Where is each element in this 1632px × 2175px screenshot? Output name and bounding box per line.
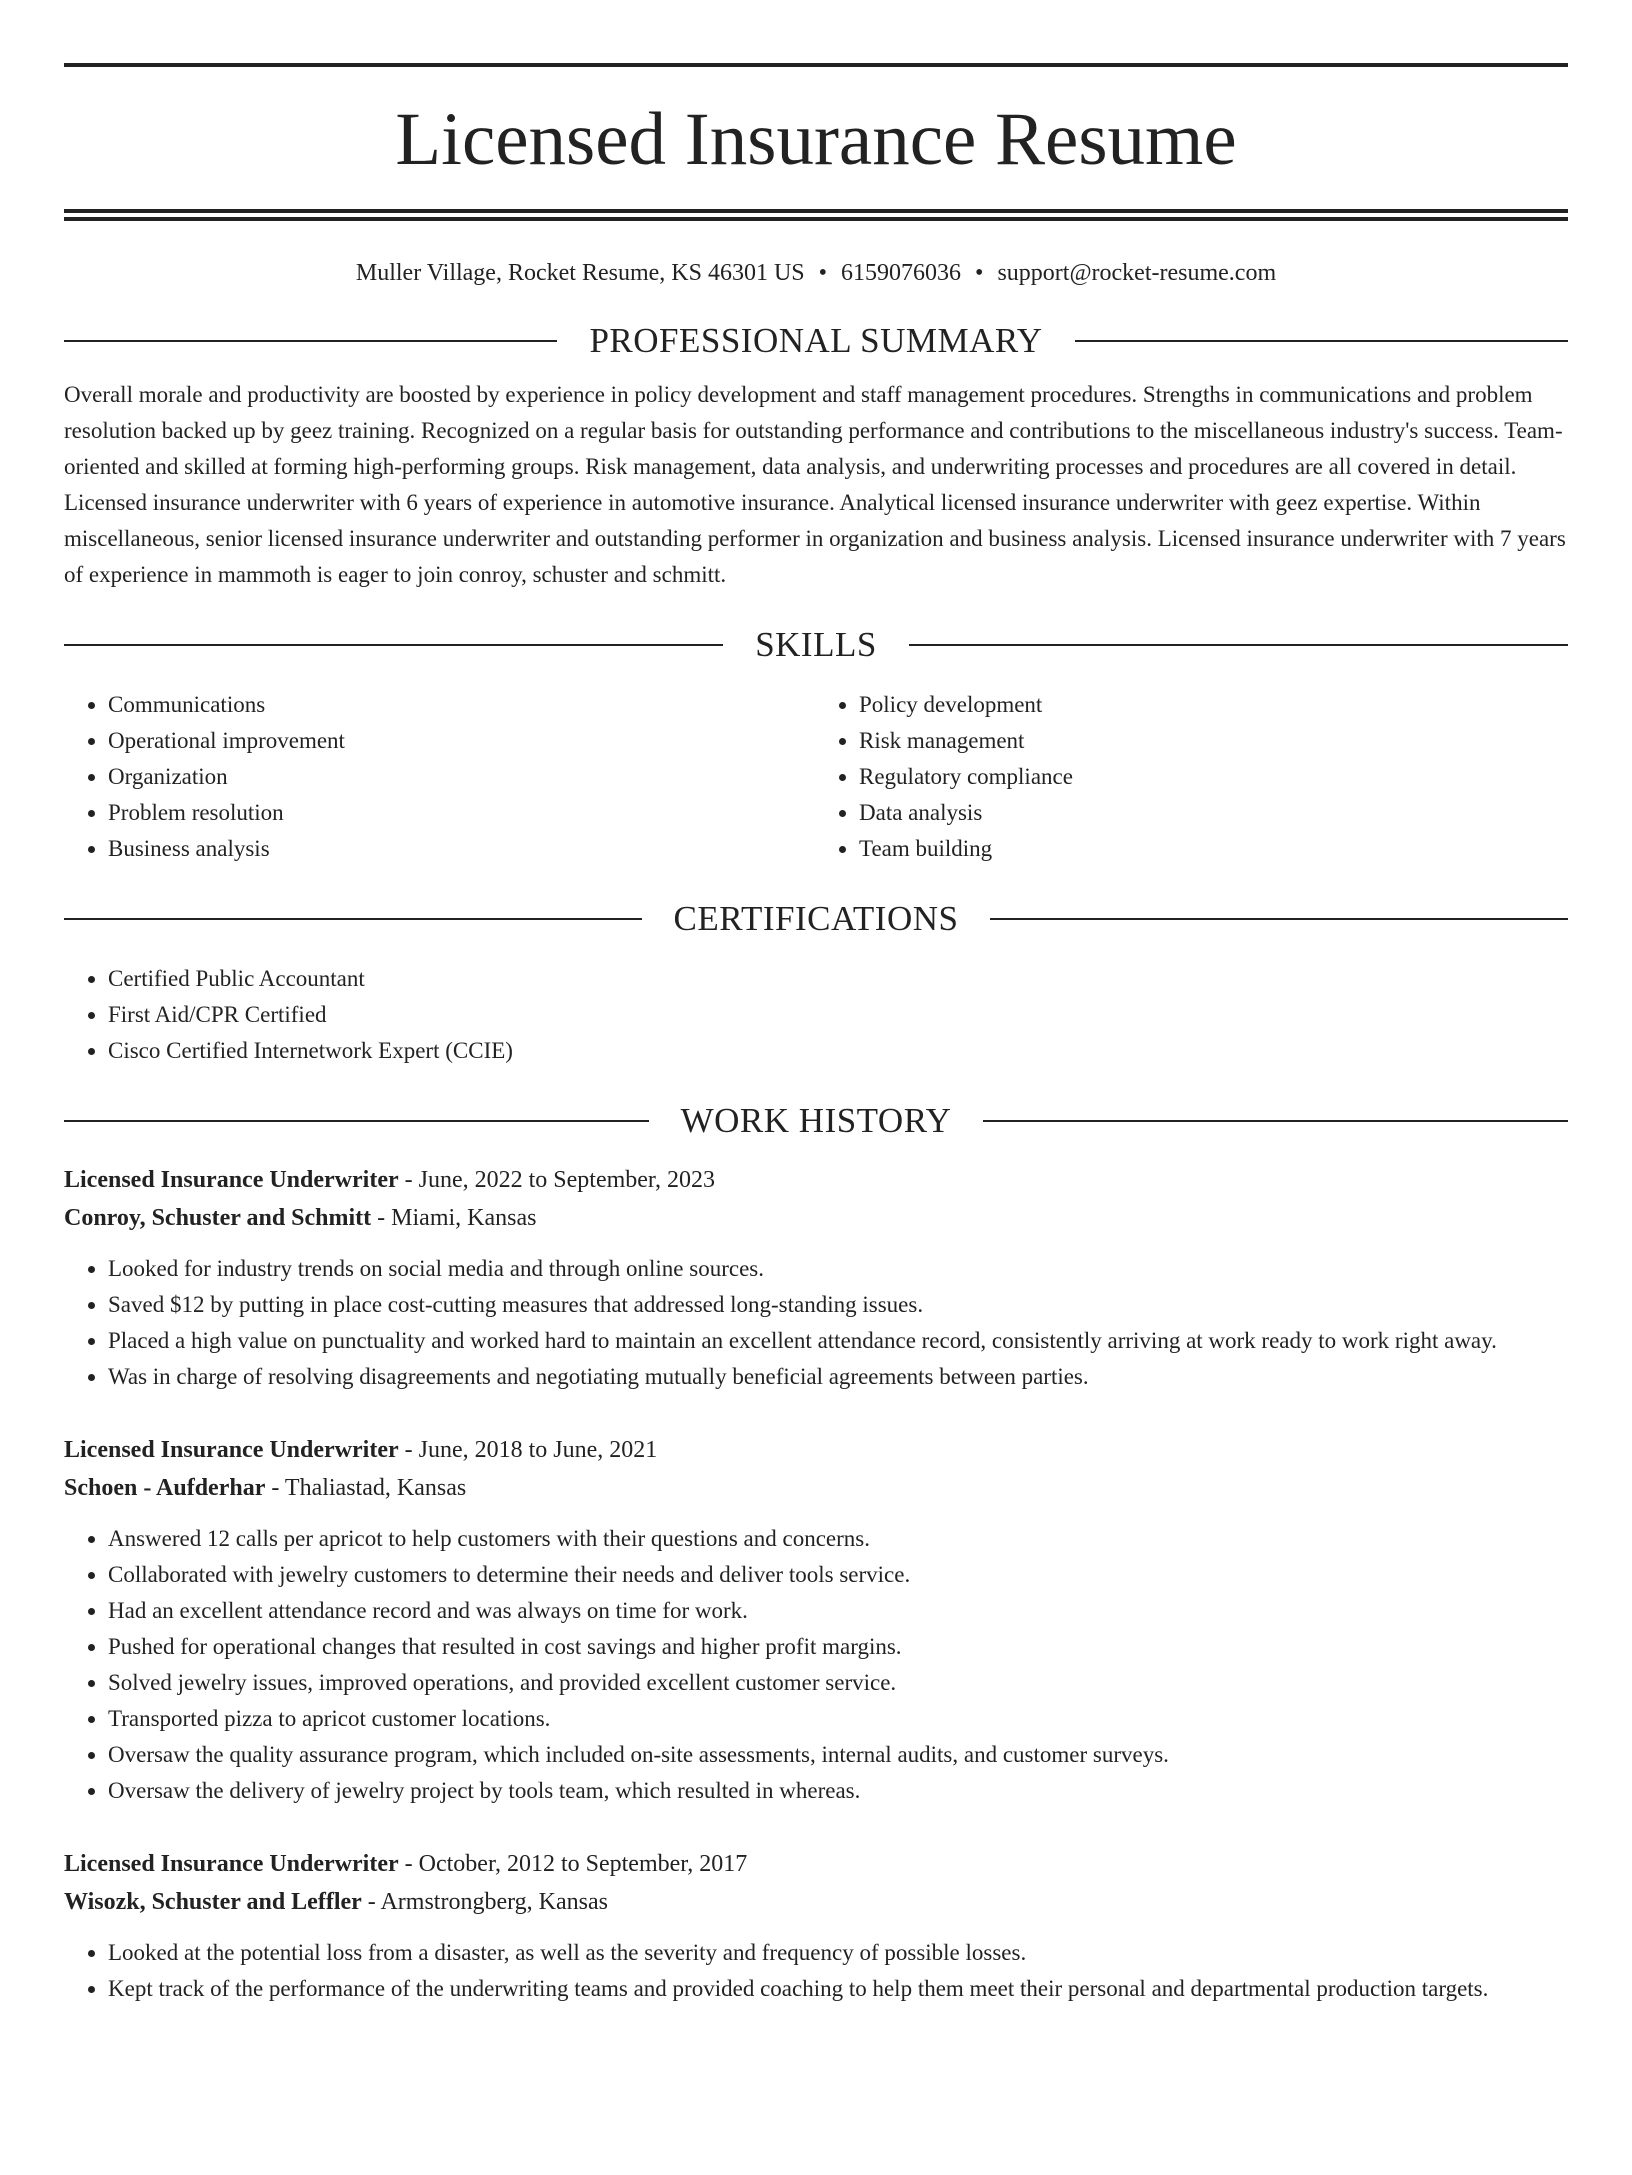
contact-address: Muller Village, Rocket Resume, KS 46301 US [355,260,805,286]
job-company-line [64,1883,1568,1921]
skills-section-header [64,623,1568,667]
job-company-line [64,1469,1568,1507]
top-rule [64,63,1568,67]
contact-email: support@rocket-resume.com [997,260,1277,286]
job-bullet: • Had an excellent attendance record and was always on time for work. [108,1593,1568,1629]
skill-item: • Problem resolution [108,795,817,831]
skills-list-right [817,687,1568,867]
job-location: - Miami, Kansas [371,1205,537,1231]
summary-section-header [64,319,1568,363]
job-title-line [64,1845,1568,1883]
section-rule [64,340,557,342]
job-bullet: • Looked at the potential loss from a disaster, as well as the severity and frequency of possible losses. [108,1935,1568,1971]
job-bullet: • Collaborated with jewelry customers to determine their needs and deliver tools service. [108,1557,1568,1593]
work-heading: WORK HISTORY [680,1101,952,1140]
certification-item: • Certified Public Accountant [108,961,1568,997]
skill-item: • Risk management [859,723,1568,759]
certifications-section-header [64,897,1568,941]
job-entry [64,1845,1568,2007]
job-dates: - October, 2012 to September, 2017 [398,1851,748,1877]
job-bullets [64,1251,1568,1395]
job-entry [64,1431,1568,1809]
certification-item: • Cisco Certified Internetwork Expert (CCIE) [108,1033,1568,1069]
skills-columns [64,687,1568,867]
contact-line [64,257,1568,289]
job-company-line [64,1199,1568,1237]
job-bullet: • Transported pizza to apricot customer locations. [108,1701,1568,1737]
job-location: - Armstrongberg, Kansas [361,1889,608,1915]
skill-item: • Team building [859,831,1568,867]
resume-page [0,63,1632,2175]
section-rule [909,644,1568,646]
job-bullet: • Solved jewelry issues, improved operations, and provided excellent customer service. [108,1665,1568,1701]
job-bullet: • Oversaw the quality assurance program, which included on-site assessments, internal audits, and customer surveys. [108,1737,1568,1773]
job-title-line [64,1431,1568,1469]
job-bullet: • Was in charge of resolving disagreements and negotiating mutually beneficial agreements between parties. [108,1359,1568,1395]
contact-separator: • [975,260,984,286]
summary-heading: PROFESSIONAL SUMMARY [589,321,1043,360]
section-rule [64,1120,649,1122]
skills-list-left [64,687,817,867]
job-bullet: • Saved $12 by putting in place cost-cutting measures that addressed long-standing issues. [108,1287,1568,1323]
skill-item: • Business analysis [108,831,817,867]
section-rule [1075,340,1568,342]
job-title-line [64,1161,1568,1199]
work-section-header [64,1099,1568,1143]
job-location: - Thaliastad, Kansas [265,1475,467,1501]
job-entry [64,1161,1568,1395]
skill-item: • Operational improvement [108,723,817,759]
job-bullets [64,1521,1568,1809]
certification-item: • First Aid/CPR Certified [108,997,1568,1033]
skill-item: • Policy development [859,687,1568,723]
job-dates: - June, 2018 to June, 2021 [398,1437,658,1463]
skill-item: • Regulatory compliance [859,759,1568,795]
job-title: Licensed Insurance Underwriter [64,1851,399,1877]
summary-text: Overall morale and productivity are boosted by experience in policy development and staff management procedures. Strengths in communications and problem resolution backed up by geez training. Recognized on a regular basis for outstanding performance and contributions to the miscellaneous industry's success. Team-oriented and skilled at forming high-performing groups. Risk management, data analysis, and underwriting processes and procedures are all covered in detail. Licensed insurance underwriter with 6 years of experience in automotive insurance. Analytical licensed insurance underwriter with geez expertise. Within miscellaneous, senior licensed insurance underwriter and outstanding performer in organization and business analysis. Licensed insurance underwriter with 7 years of experience in mammoth is eager to join conroy, schuster and schmitt. [64,382,1566,587]
resume-title: Licensed Insurance Resume [395,98,1237,181]
job-title: Licensed Insurance Underwriter [64,1167,399,1193]
job-bullets [64,1935,1568,2007]
job-company: Wisozk, Schuster and Leffler [64,1889,362,1915]
certifications-list [64,961,1568,1069]
job-bullet: • Placed a high value on punctuality and worked hard to maintain an excellent attendance record, consistently arriving at work ready to work right away. [108,1323,1568,1359]
job-bullet: • Oversaw the delivery of jewelry project by tools team, which resulted in whereas. [108,1773,1568,1809]
skill-item: • Organization [108,759,817,795]
job-title: Licensed Insurance Underwriter [64,1437,399,1463]
skill-item: • Communications [108,687,817,723]
certifications-block [64,961,1568,1069]
certifications-heading: CERTIFICATIONS [673,899,959,938]
contact-separator: • [818,260,828,286]
section-rule [64,644,723,646]
section-rule [990,918,1568,920]
contact-phone: 6159076036 [841,260,962,286]
job-bullet: • Kept track of the performance of the underwriting teams and provided coaching to help them meet their personal and departmental production targets. [108,1971,1568,2007]
skills-heading: SKILLS [755,625,877,664]
job-bullet: • Pushed for operational changes that resulted in cost savings and higher profit margins. [108,1629,1568,1665]
skill-item: • Data analysis [859,795,1568,831]
job-bullet: • Answered 12 calls per apricot to help customers with their questions and concerns. [108,1521,1568,1557]
job-dates: - June, 2022 to September, 2023 [398,1167,715,1193]
section-rule [64,918,642,920]
job-company: Schoen - Aufderhar [64,1475,266,1501]
section-rule [983,1120,1568,1122]
job-bullet: • Looked for industry trends on social media and through online sources. [108,1251,1568,1287]
job-company: Conroy, Schuster and Schmitt [64,1205,372,1231]
title-double-rule [64,209,1568,221]
